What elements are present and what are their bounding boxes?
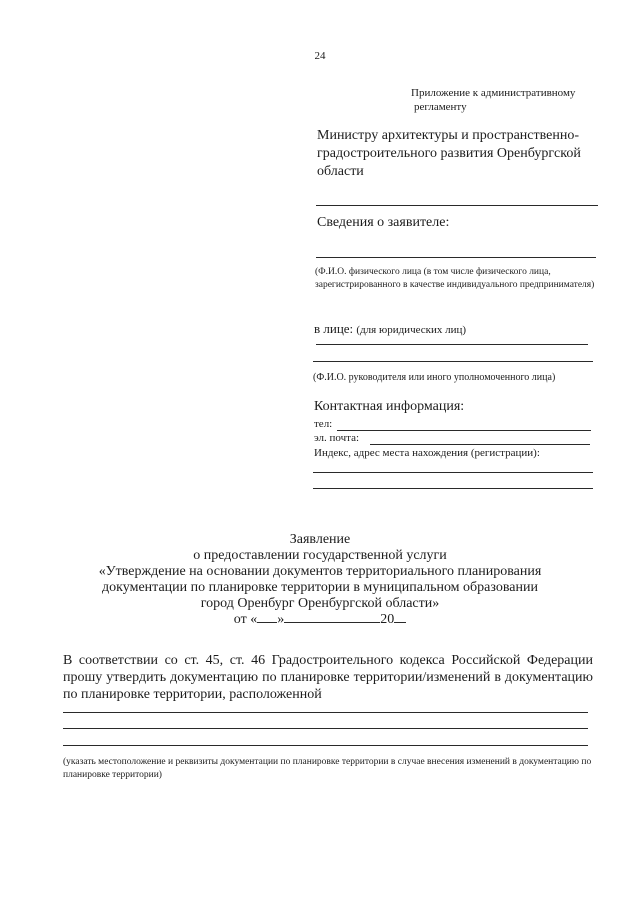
phone-label: тел: bbox=[314, 418, 333, 430]
in-person-line-2 bbox=[313, 361, 593, 362]
body-fill-line-3 bbox=[63, 745, 588, 746]
application-date-line bbox=[40, 612, 600, 628]
addressee-fill-line bbox=[316, 205, 598, 206]
address-label: Индекс, адрес места нахождения (регистрации): bbox=[314, 447, 540, 459]
date-day-blank bbox=[257, 622, 277, 623]
date-mid: » bbox=[277, 612, 285, 627]
page-number: 24 bbox=[314, 50, 326, 62]
email-line bbox=[370, 444, 590, 445]
application-title: Заявление bbox=[289, 532, 351, 547]
body-fill-line-2 bbox=[63, 728, 588, 729]
date-year-blank bbox=[394, 622, 406, 623]
phone-line bbox=[337, 430, 591, 431]
head-fio-hint: (Ф.И.О. руководителя или иного уполномоченного лица) bbox=[313, 372, 556, 383]
email-label: эл. почта: bbox=[314, 432, 360, 444]
in-person-hint: (для юридических лиц) bbox=[356, 324, 467, 336]
application-title-line-5: город Оренбург Оренбургской области» bbox=[200, 596, 440, 611]
in-person-label bbox=[314, 321, 466, 337]
application-title-line-4: документации по планировке территории в муниципальном образовании bbox=[102, 580, 538, 595]
in-person-label-text: в лице: bbox=[314, 321, 354, 336]
appendix-note bbox=[411, 86, 575, 114]
appendix-line-1: Приложение к административному bbox=[411, 87, 576, 99]
location-footnote: (указать местоположение и реквизиты документации по планировке территории в случае внесения изменений в документацию по планировке территории) bbox=[63, 757, 592, 780]
addressee: Министру архитектуры и пространственно-градостроительного развития Оренбургской области bbox=[317, 128, 581, 179]
date-month-blank bbox=[284, 622, 380, 623]
in-person-line-1 bbox=[316, 344, 588, 345]
date-year: 20 bbox=[380, 612, 395, 627]
body-fill-line-1 bbox=[63, 712, 588, 713]
application-title-line-3: «Утверждение на основании документов территориального планирования bbox=[98, 564, 542, 579]
contacts-heading: Контактная информация: bbox=[314, 399, 465, 414]
applicant-heading: Сведения о заявителе: bbox=[317, 215, 450, 230]
application-body: В соответствии со ст. 45, ст. 46 Градостроительного кодекса Российской Федерации прошу утвердить документацию по планировке территории/изменений в документацию по планировке территории, расположенной bbox=[63, 653, 593, 702]
date-prefix: от « bbox=[233, 612, 258, 627]
application-title-line-2: о предоставлении государственной услуги bbox=[193, 548, 447, 563]
applicant-fio-hint: (Ф.И.О. физического лица (в том числе физического лица, зарегистрированного в качестве индивидуального предпринимателя) bbox=[315, 267, 595, 290]
application-title-block bbox=[40, 532, 600, 628]
address-line-1 bbox=[313, 472, 593, 473]
applicant-fio-line bbox=[316, 257, 596, 258]
address-line-2 bbox=[313, 488, 593, 489]
appendix-line-2: регламенту bbox=[414, 101, 467, 113]
